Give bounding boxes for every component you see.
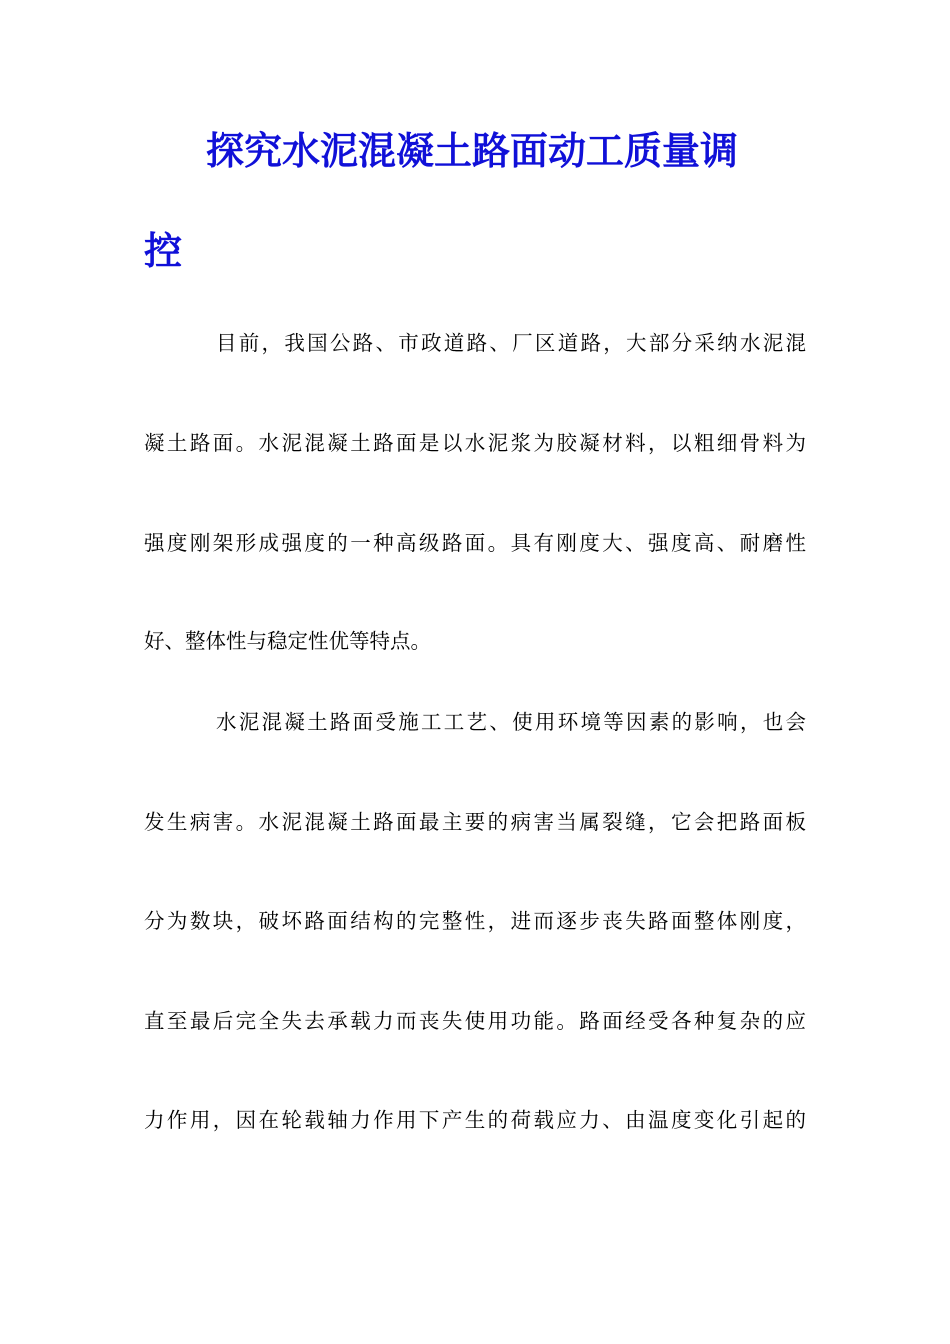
paragraph-2-line-3: 分为数块，破坏路面结构的完整性，进而逐步丧失路面整体刚度， xyxy=(144,909,806,933)
paragraph-2-line-2: 发生病害。水泥混凝土路面最主要的病害当属裂缝，它会把路面板 xyxy=(144,810,806,834)
paragraph-1-line-2: 凝土路面。水泥混凝土路面是以水泥浆为胶凝材料，以粗细骨料为 xyxy=(144,431,806,455)
paragraph-2-line-5: 力作用，因在轮载轴力作用下产生的荷载应力、由温度变化引起的 xyxy=(144,1108,806,1132)
document-title-line-1: 探究水泥混凝土路面动工质量调 xyxy=(206,128,739,173)
paragraph-1-line-1: 目前，我国公路、市政道路、厂区道路，大部分采纳水泥混 xyxy=(216,331,806,355)
paragraph-1-line-3: 强度刚架形成强度的一种高级路面。具有刚度大、强度高、耐磨性 xyxy=(144,531,806,555)
paragraph-2-line-1: 水泥混凝土路面受施工工艺、使用环境等因素的影响，也会 xyxy=(216,710,806,734)
paragraph-1-line-4: 好、整体性与稳定性优等特点。 xyxy=(144,629,431,653)
paragraph-2-line-4: 直至最后完全失去承载力而丧失使用功能。路面经受各种复杂的应 xyxy=(144,1009,806,1033)
document-title-line-2: 控 xyxy=(144,228,183,273)
